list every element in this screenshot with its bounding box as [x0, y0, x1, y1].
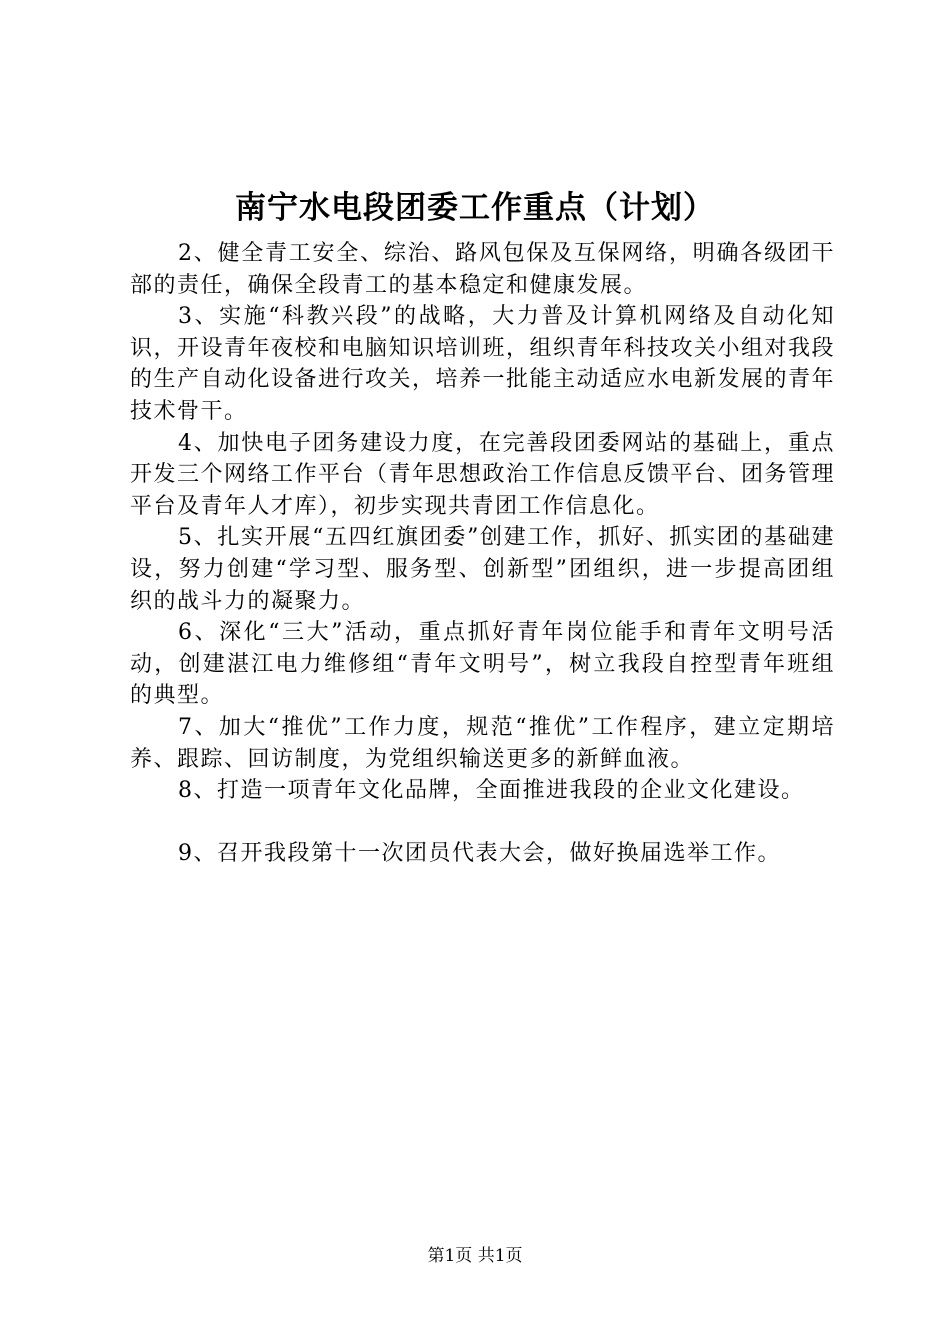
paragraph-item-9: 9、召开我段第十一次团员代表大会，做好换届选举工作。 — [178, 840, 781, 866]
document-title: 南宁水电段团委工作重点（计划） — [235, 190, 715, 226]
document-body — [130, 238, 835, 869]
paragraph-item-6: 6、深化“三大”活动，重点抓好青年岗位能手和青年文明号活动，创建湛江电力维修组“青年文明号”，树立我段自控型青年班组的典型。 — [130, 620, 835, 709]
paragraph-item-7: 7、加大“推优”工作力度，规范“推优”工作程序，建立定期培养、跟踪、回访制度，为党组织输送更多的新鲜血液。 — [130, 714, 835, 772]
paragraph-item-5: 5、扎实开展“五四红旗团委”创建工作，抓好、抓实团的基础建设，努力创建“学习型、服务型、创新型”团组织，进一步提高团组织的战斗力的凝聚力。 — [130, 525, 835, 614]
paragraph-item-2: 2、健全青工安全、综治、路风包保及互保网络，明确各级团干部的责任，确保全段青工的基本稳定和健康发展。 — [130, 241, 835, 298]
paragraph-item-4: 4、加快电子团务建设力度，在完善段团委网站的基础上，重点开发三个网络工作平台（青年思想政治工作信息反馈平台、团务管理平台及青年人才库），初步实现共青团工作信息化。 — [130, 430, 836, 519]
paragraph-item-3: 3、实施“科教兴段”的战略，大力普及计算机网络及自动化知识，开设青年夜校和电脑知识培训班，组织青年科技攻关小组对我段的生产自动化设备进行攻关，培养一批能主动适应水电新发展的青年技术骨干。 — [130, 304, 836, 424]
paragraph-item-8: 8、打造一项青年文化品牌，全面推进我段的企业文化建设。 — [178, 778, 805, 804]
page-number-footer: 第1页 共1页 — [427, 1246, 523, 1266]
